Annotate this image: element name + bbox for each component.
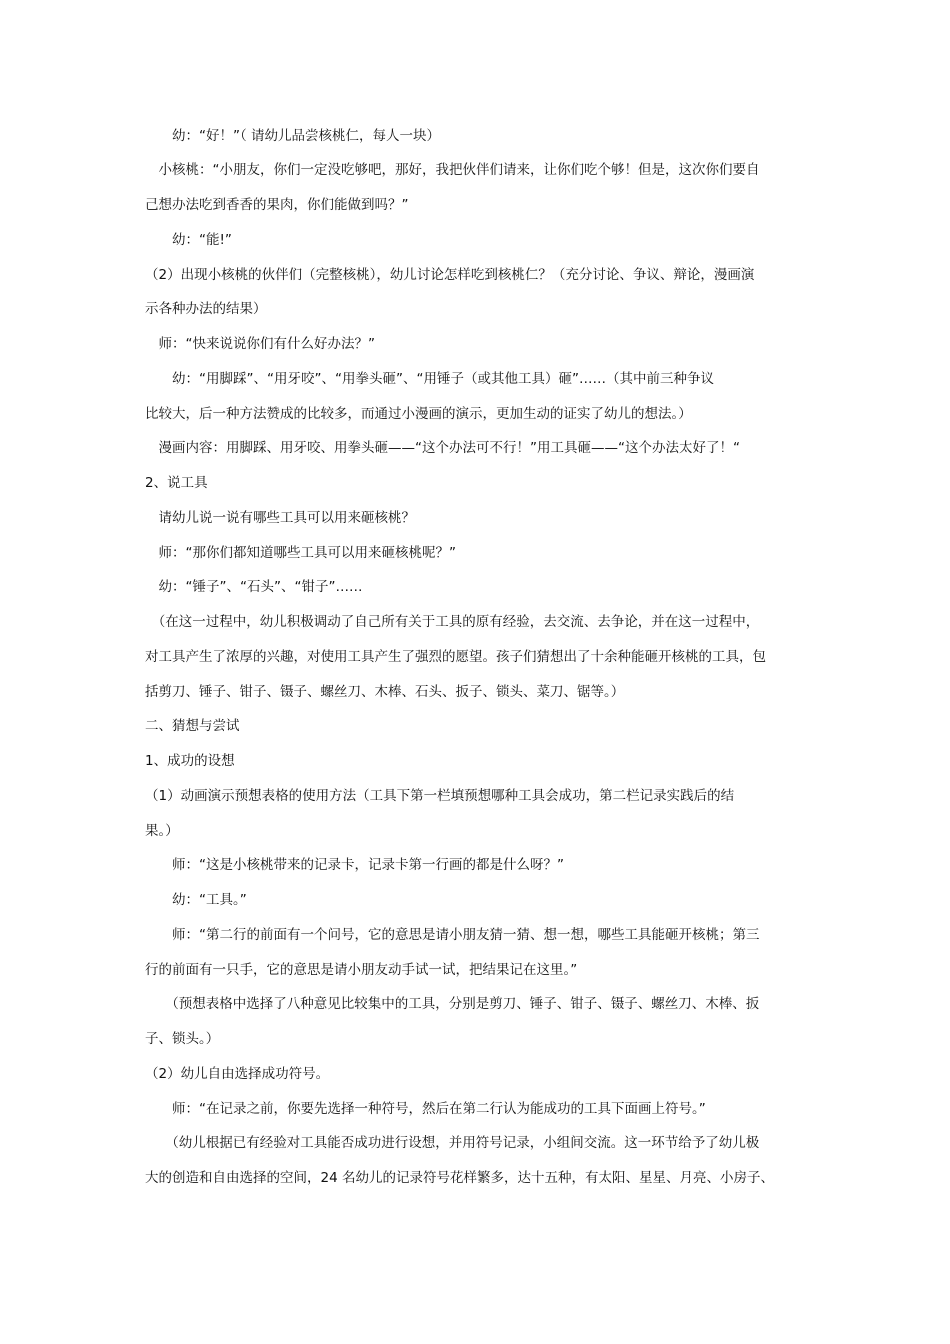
text-line: 师：“快来说说你们有什么好办法？” [145, 336, 375, 352]
text-line: 师：“在记录之前，你要先选择一种符号，然后在第二行认为能成功的工具下面画上符号。” [145, 1101, 706, 1117]
section-heading: 2、说工具 [145, 475, 208, 491]
text-line: 对工具产生了浓厚的兴趣，对使用工具产生了强烈的愿望。孩子们猜想出了十余种能砸开核桃的工具，包 [145, 649, 766, 665]
text-line: 括剪刀、锤子、钳子、镊子、螺丝刀、木棒、石头、扳子、锁头、菜刀、锯等。） [145, 684, 625, 700]
text-line: 果。） [145, 823, 179, 839]
text-line: 请幼儿说一说有哪些工具可以用来砸核桃？ [145, 510, 415, 526]
text-line: 子、锁头。） [145, 1031, 220, 1047]
text-line: 大的创造和自由选择的空间，24 名幼儿的记录符号花样繁多，达十五种，有太阳、星星、月亮、小房子、 [145, 1170, 774, 1186]
text-line: 示各种办法的结果） [145, 301, 267, 317]
text-line: 比较大，后一种方法赞成的比较多，而通过小漫画的演示，更加生动的证实了幼儿的想法。） [145, 406, 692, 422]
text-line: 小核桃：“小朋友，你们一定没吃够吧，那好，我把伙伴们请来，让你们吃个够！但是，这次你们要自 [145, 162, 760, 178]
text-line: 师：“这是小核桃带来的记录卡，记录卡第一行画的都是什么呀？” [145, 857, 564, 873]
text-line: （2）幼儿自由选择成功符号。 [145, 1066, 330, 1082]
text-line: 师：“那你们都知道哪些工具可以用来砸核桃呢？” [145, 545, 456, 561]
text-line: （在这一过程中，幼儿积极调动了自己所有关于工具的原有经验，去交流、去争论，并在这一过程中， [145, 614, 760, 630]
section-heading: 1、成功的设想 [145, 753, 235, 769]
text-line: 行的前面有一只手，它的意思是请小朋友动手试一试，把结果记在这里。” [145, 962, 578, 978]
text-line: （预想表格中选择了八种意见比较集中的工具，分别是剪刀、锤子、钳子、镊子、螺丝刀、木棒、扳 [145, 996, 760, 1012]
text-line: 幼：“工具。” [145, 892, 247, 908]
text-line: 己想办法吃到香香的果肉，你们能做到吗？” [145, 197, 409, 213]
text-line: 幼：“用脚踩”、“用牙咬”、“用拳头砸”、“用锤子（或其他工具）砸”……（其中前三种争议 [145, 371, 714, 387]
text-line: （1）动画演示预想表格的使用方法（工具下第一栏填预想哪种工具会成功，第二栏记录实践后的结 [145, 788, 735, 804]
section-heading: 二、猜想与尝试 [145, 718, 240, 734]
text-line: （幼儿根据已有经验对工具能否成功进行设想，并用符号记录，小组间交流。这一环节给予了幼儿极 [145, 1135, 760, 1151]
text-line: 幼：“锤子”、“石头”、“钳子”…… [145, 579, 363, 595]
text-line: 幼：“好！”（ 请幼儿品尝核桃仁，每人一块） [145, 128, 441, 144]
text-line: 漫画内容：用脚踩、用牙咬、用拳头砸——“这个办法可不行！”用工具砸——“这个办法太好了！“ [145, 440, 740, 456]
text-line: 师：“第二行的前面有一个问号，它的意思是请小朋友猜一猜、想一想，哪些工具能砸开核桃；第三 [145, 927, 760, 943]
text-line: （2）出现小核桃的伙伴们（完整核桃），幼儿讨论怎样吃到核桃仁？（充分讨论、争议、辩论，漫画演 [145, 267, 755, 283]
text-line: 幼：“能!” [145, 232, 232, 248]
